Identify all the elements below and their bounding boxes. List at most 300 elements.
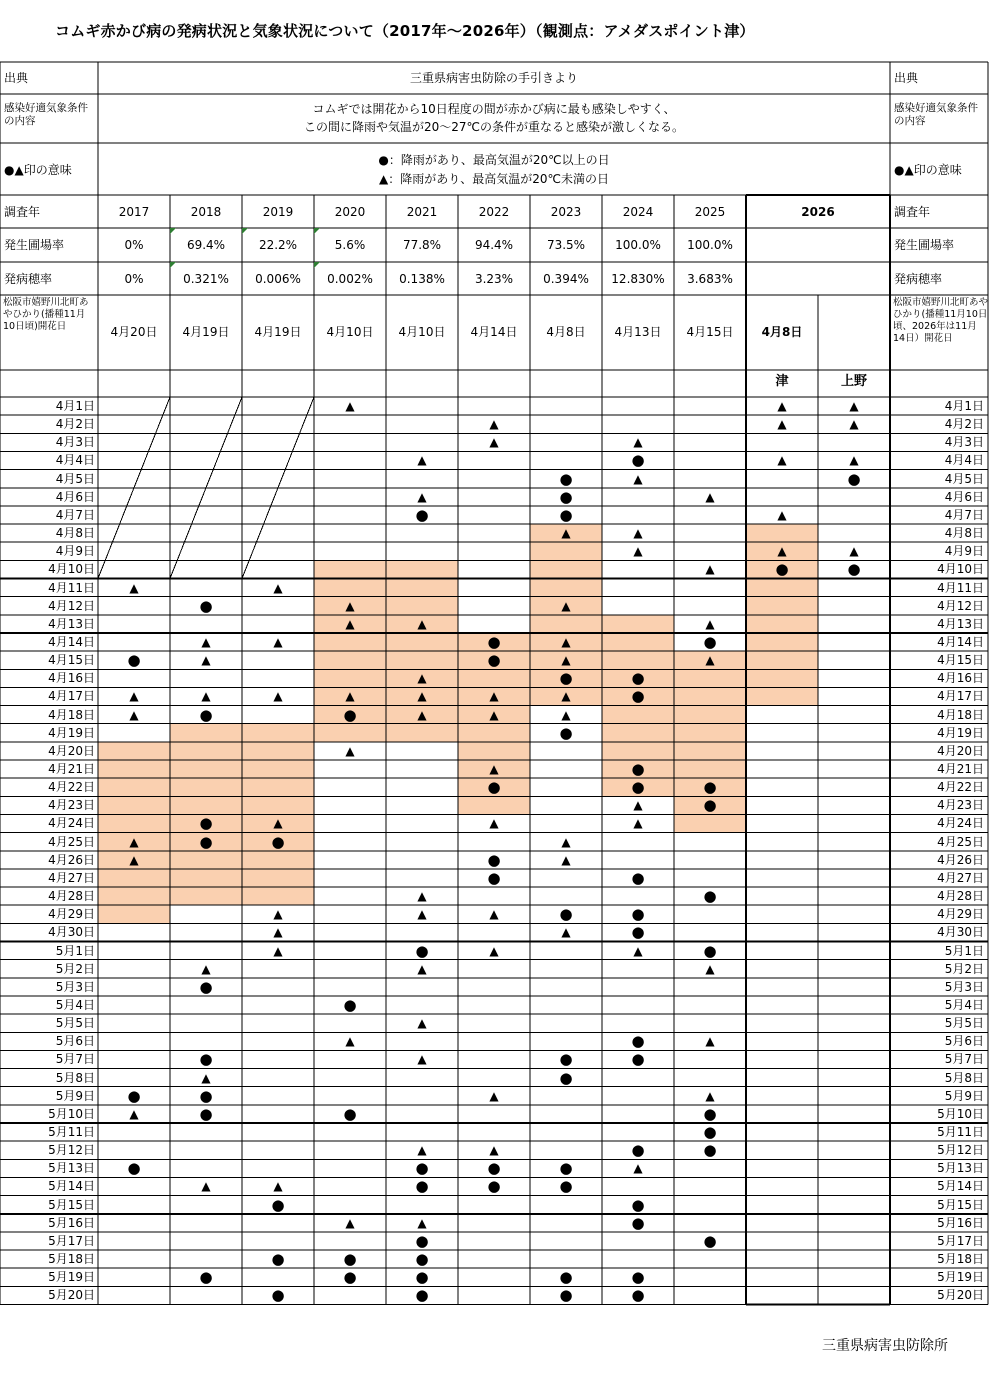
mark-triangle-icon: ▲ — [705, 1034, 715, 1049]
date-left: 4月30日 — [48, 925, 95, 940]
mark-circle-icon: ● — [631, 1213, 645, 1232]
date-right: 4月18日 — [937, 707, 984, 722]
mark-triangle-icon: ▲ — [849, 544, 859, 559]
date-right: 4月6日 — [944, 489, 984, 504]
mark-circle-icon: ● — [199, 832, 213, 851]
mark-circle-icon: ● — [343, 705, 357, 724]
mark-circle-icon: ● — [559, 1177, 573, 1196]
date-right: 5月4日 — [944, 997, 984, 1012]
mark-triangle-icon: ▲ — [561, 707, 571, 722]
date-right: 4月12日 — [937, 598, 984, 613]
condition-text-1: コムギでは開花から10日程度の間が赤かび病に最も感染しやすく、 — [312, 102, 676, 116]
date-left: 4月18日 — [48, 707, 95, 722]
mark-circle-icon: ● — [559, 905, 573, 924]
mark-triangle-icon: ▲ — [129, 834, 139, 849]
mark-triangle-icon: ▲ — [417, 1052, 427, 1067]
date-left: 4月10日 — [48, 562, 95, 577]
mark-triangle-icon: ▲ — [201, 689, 211, 704]
mark-triangle-icon: ▲ — [417, 961, 427, 976]
flower-date-2023: 4月8日 — [546, 325, 586, 339]
date-left: 5月5日 — [55, 1016, 95, 1031]
mark-circle-icon: ● — [415, 941, 429, 960]
mark-circle-icon: ● — [343, 1268, 357, 1287]
mark-triangle-icon: ▲ — [273, 943, 283, 958]
mark-triangle-icon: ▲ — [849, 399, 859, 413]
mark-triangle-icon: ▲ — [345, 689, 355, 704]
mark-circle-icon: ● — [127, 1159, 141, 1178]
mark-triangle-icon: ▲ — [273, 689, 283, 704]
date-left: 5月12日 — [48, 1143, 95, 1158]
mark-triangle-icon: ▲ — [777, 399, 787, 413]
date-left: 5月4日 — [55, 997, 95, 1012]
date-left: 4月29日 — [48, 907, 95, 922]
mark-circle-icon: ● — [559, 1286, 573, 1305]
date-right: 5月9日 — [944, 1088, 984, 1103]
mark-circle-icon: ● — [199, 814, 213, 833]
field-rate-2018: 69.4% — [186, 238, 226, 252]
date-right: 5月1日 — [944, 943, 984, 958]
mark-triangle-icon: ▲ — [777, 507, 787, 522]
date-right: 4月4日 — [944, 453, 984, 468]
mark-circle-icon: ● — [631, 905, 645, 924]
mark-circle-icon: ● — [199, 705, 213, 724]
date-left: 4月21日 — [48, 762, 95, 776]
mark-triangle-icon: ▲ — [633, 816, 643, 831]
mark-circle-icon: ● — [271, 1195, 285, 1214]
ear-rate-label-right: 発病穂率 — [894, 272, 943, 286]
mark-circle-icon: ● — [487, 632, 501, 651]
year-2023: 2023 — [550, 205, 582, 219]
year-2021: 2021 — [406, 205, 438, 219]
condition-text-2: この間に降雨や気温が20～27℃の条件が重なると感染が激しくなる。 — [303, 120, 685, 134]
mark-circle-icon: ● — [631, 1195, 645, 1214]
mark-circle-icon: ● — [703, 1123, 717, 1141]
year-2018: 2018 — [190, 205, 222, 219]
mark-triangle-icon: ▲ — [417, 1016, 427, 1031]
date-left: 4月2日 — [55, 417, 95, 432]
mark-circle-icon: ● — [415, 1231, 429, 1250]
mark-triangle-icon: ▲ — [489, 707, 499, 722]
mark-triangle-icon: ▲ — [489, 762, 499, 776]
mark-circle-icon: ● — [415, 1159, 429, 1178]
date-left: 5月8日 — [55, 1070, 95, 1085]
date-left: 4月16日 — [48, 671, 95, 686]
mark-circle-icon: ● — [703, 778, 717, 797]
mark-triangle-icon: ▲ — [417, 489, 427, 504]
symbol-text-1: ●：降雨があり、最高気温が20℃以上の日 — [378, 153, 610, 167]
mark-circle-icon: ● — [343, 1250, 357, 1269]
mark-circle-icon: ● — [415, 1286, 429, 1305]
mark-triangle-icon: ▲ — [201, 961, 211, 976]
mark-circle-icon: ● — [559, 1050, 573, 1069]
mark-triangle-icon: ▲ — [561, 634, 571, 649]
field-rate-2019: 22.2% — [258, 238, 298, 252]
date-left: 4月9日 — [55, 544, 95, 559]
mark-triangle-icon: ▲ — [489, 417, 499, 432]
mark-circle-icon: ● — [775, 560, 789, 579]
date-left: 5月7日 — [55, 1052, 95, 1067]
mark-triangle-icon: ▲ — [561, 653, 571, 668]
date-left: 4月12日 — [48, 598, 95, 613]
date-right: 4月19日 — [937, 725, 984, 740]
mark-circle-icon: ● — [199, 977, 213, 996]
date-right: 4月9日 — [944, 544, 984, 559]
mark-triangle-icon: ▲ — [705, 616, 715, 631]
mark-triangle-icon: ▲ — [345, 1034, 355, 1049]
mark-triangle-icon: ▲ — [705, 653, 715, 668]
date-left: 4月27日 — [48, 870, 95, 885]
flower-date-2021: 4月10日 — [398, 325, 446, 339]
mark-triangle-icon: ▲ — [273, 907, 283, 922]
date-left: 4月23日 — [48, 798, 95, 813]
date-right: 5月7日 — [944, 1052, 984, 1067]
mark-triangle-icon: ▲ — [705, 1088, 715, 1103]
comment-flag-icon — [170, 228, 176, 234]
ear-rate-2017: 0% — [124, 272, 144, 286]
mark-triangle-icon: ▲ — [633, 798, 643, 813]
mark-circle-icon: ● — [271, 832, 285, 851]
mark-circle-icon: ● — [559, 505, 573, 524]
mark-circle-icon: ● — [487, 868, 501, 887]
symbol-text-2: ▲：降雨があり、最高気温が20℃未満の日 — [379, 172, 609, 186]
date-right: 5月16日 — [937, 1215, 984, 1230]
year-2020: 2020 — [334, 205, 366, 219]
flower-date-2025: 4月15日 — [686, 325, 734, 339]
year-2022: 2022 — [478, 205, 510, 219]
mark-triangle-icon: ▲ — [561, 925, 571, 940]
date-left: 5月13日 — [48, 1161, 95, 1176]
date-left: 4月4日 — [55, 453, 95, 468]
mark-triangle-icon: ▲ — [489, 816, 499, 831]
date-right: 5月15日 — [937, 1197, 984, 1212]
date-right: 4月10日 — [937, 562, 984, 577]
mark-triangle-icon: ▲ — [633, 435, 643, 450]
mark-triangle-icon: ▲ — [345, 598, 355, 613]
date-left: 5月15日 — [48, 1197, 95, 1212]
mark-circle-icon: ● — [415, 1268, 429, 1287]
flower-date-2024: 4月13日 — [614, 325, 662, 339]
year-label-right: 調査年 — [894, 205, 931, 219]
mark-circle-icon: ● — [703, 1231, 717, 1250]
mark-triangle-icon: ▲ — [633, 471, 643, 486]
date-right: 4月17日 — [937, 689, 984, 704]
date-left: 5月16日 — [48, 1215, 95, 1230]
mark-triangle-icon: ▲ — [777, 453, 787, 468]
mark-circle-icon: ● — [631, 669, 645, 688]
mark-triangle-icon: ▲ — [417, 689, 427, 704]
date-left: 4月3日 — [55, 435, 95, 450]
mark-circle-icon: ● — [631, 1141, 645, 1160]
mark-triangle-icon: ▲ — [633, 544, 643, 559]
date-left: 5月3日 — [55, 979, 95, 994]
ear-rate-2019: 0.006% — [255, 272, 301, 286]
date-right: 5月11日 — [937, 1125, 984, 1139]
mark-triangle-icon: ▲ — [705, 489, 715, 504]
mark-circle-icon: ● — [631, 923, 645, 942]
mark-triangle-icon: ▲ — [273, 925, 283, 940]
date-right: 5月6日 — [944, 1034, 984, 1049]
date-right: 4月30日 — [937, 925, 984, 940]
date-left: 4月19日 — [48, 725, 95, 740]
footer-text: 三重県病害虫防除所 — [822, 1338, 948, 1354]
date-left: 4月14日 — [48, 634, 95, 649]
mark-triangle-icon: ▲ — [201, 1070, 211, 1085]
mark-circle-icon: ● — [199, 1104, 213, 1123]
date-right: 4月2日 — [944, 417, 984, 432]
mark-circle-icon: ● — [631, 778, 645, 797]
mark-circle-icon: ● — [415, 1250, 429, 1269]
date-right: 4月25日 — [937, 834, 984, 849]
mark-circle-icon: ● — [199, 596, 213, 615]
comment-flag-icon — [242, 228, 248, 234]
mark-triangle-icon: ▲ — [561, 852, 571, 867]
date-right: 4月15日 — [937, 653, 984, 668]
mark-triangle-icon: ▲ — [201, 1179, 211, 1194]
date-right: 5月17日 — [937, 1233, 984, 1248]
date-left: 4月15日 — [48, 653, 95, 668]
mark-triangle-icon: ▲ — [129, 580, 139, 595]
mark-circle-icon: ● — [199, 1268, 213, 1287]
mark-circle-icon: ● — [559, 723, 573, 742]
date-right: 4月22日 — [937, 780, 984, 795]
mark-triangle-icon: ▲ — [417, 453, 427, 468]
ear-rate-2022: 3.23% — [474, 272, 514, 286]
field-rate-2023: 73.5% — [546, 238, 586, 252]
date-left: 4月7日 — [55, 507, 95, 522]
date-right: 4月13日 — [937, 616, 984, 631]
condition-label-left: 感染好適気象条件の内容 — [4, 102, 88, 127]
flower-date-2017: 4月20日 — [110, 325, 158, 339]
year-2019: 2019 — [262, 205, 294, 219]
mark-triangle-icon: ▲ — [633, 943, 643, 958]
flower-label-left: 松阪市嬉野川北町あやひかり(播種11月10日頃)開花日 — [3, 297, 89, 332]
mark-triangle-icon: ▲ — [561, 834, 571, 849]
ear-rate-label-left: 発病穂率 — [4, 272, 53, 286]
date-left: 5月9日 — [55, 1088, 95, 1103]
comment-flag-icon — [170, 262, 176, 268]
date-left: 4月17日 — [48, 689, 95, 704]
mark-circle-icon: ● — [559, 469, 573, 488]
field-rate-2017: 0% — [124, 238, 144, 252]
date-right: 5月3日 — [944, 979, 984, 994]
mark-triangle-icon: ▲ — [345, 743, 355, 758]
mark-circle-icon: ● — [271, 1250, 285, 1269]
date-right: 5月8日 — [944, 1070, 984, 1085]
mark-circle-icon: ● — [631, 760, 645, 778]
condition-label-right: 感染好適気象条件の内容 — [894, 102, 978, 127]
mark-triangle-icon: ▲ — [273, 816, 283, 831]
ear-rate-2025: 3.683% — [687, 272, 733, 286]
field-rate-2020: 5.6% — [334, 238, 366, 252]
date-right: 4月8日 — [944, 526, 984, 541]
date-left: 5月19日 — [48, 1270, 95, 1285]
date-right: 4月5日 — [944, 471, 984, 486]
year-label-left: 調査年 — [4, 205, 41, 219]
mark-circle-icon: ● — [703, 887, 717, 906]
mark-triangle-icon: ▲ — [849, 453, 859, 468]
mark-circle-icon: ● — [487, 778, 501, 797]
date-right: 4月14日 — [937, 634, 984, 649]
mark-triangle-icon: ▲ — [345, 1215, 355, 1230]
year-2017: 2017 — [118, 205, 150, 219]
flower-label-right: 松阪市嬉野川北町あやひかり(播種11月10日頃、2026年は11月14日）開花日 — [893, 297, 989, 344]
sub-header-tsu: 津 — [775, 374, 789, 389]
source-text: 三重県病害虫防除の手引きより — [409, 71, 578, 85]
mark-triangle-icon: ▲ — [345, 399, 355, 413]
mark-circle-icon: ● — [343, 995, 357, 1014]
mark-triangle-icon: ▲ — [633, 1161, 643, 1176]
comment-flag-icon — [314, 228, 320, 234]
mark-circle-icon: ● — [631, 1032, 645, 1051]
date-left: 4月28日 — [48, 889, 95, 904]
date-left: 5月6日 — [55, 1034, 95, 1049]
mark-triangle-icon: ▲ — [705, 562, 715, 577]
mark-circle-icon: ● — [199, 1086, 213, 1105]
date-right: 5月18日 — [937, 1252, 984, 1267]
mark-circle-icon: ● — [415, 1177, 429, 1196]
date-right: 4月27日 — [937, 870, 984, 885]
date-right: 5月10日 — [937, 1106, 984, 1121]
mark-circle-icon: ● — [847, 469, 861, 488]
field-rate-2025: 100.0% — [687, 238, 733, 252]
field-rate-2021: 77.8% — [402, 238, 442, 252]
mark-triangle-icon: ▲ — [273, 580, 283, 595]
mark-triangle-icon: ▲ — [273, 1179, 283, 1194]
date-right: 5月19日 — [937, 1270, 984, 1285]
mark-triangle-icon: ▲ — [489, 1088, 499, 1103]
mark-circle-icon: ● — [703, 632, 717, 651]
mark-triangle-icon: ▲ — [489, 689, 499, 704]
date-left: 4月20日 — [48, 743, 95, 758]
mark-circle-icon: ● — [127, 1086, 141, 1105]
mark-triangle-icon: ▲ — [201, 653, 211, 668]
mark-circle-icon: ● — [343, 1104, 357, 1123]
mark-triangle-icon: ▲ — [417, 616, 427, 631]
sub-header-ueno: 上野 — [840, 374, 867, 389]
field-rate-2022: 94.4% — [474, 238, 514, 252]
mark-circle-icon: ● — [487, 651, 501, 670]
ear-rate-2021: 0.138% — [399, 272, 445, 286]
date-left: 4月25日 — [48, 834, 95, 849]
mark-circle-icon: ● — [559, 487, 573, 506]
mark-triangle-icon: ▲ — [777, 544, 787, 559]
mark-circle-icon: ● — [631, 1050, 645, 1069]
date-right: 4月1日 — [944, 399, 984, 413]
date-right: 4月16日 — [937, 671, 984, 686]
date-right: 5月14日 — [937, 1179, 984, 1194]
date-left: 5月1日 — [55, 943, 95, 958]
mark-circle-icon: ● — [559, 1159, 573, 1178]
mark-triangle-icon: ▲ — [489, 943, 499, 958]
date-left: 4月6日 — [55, 489, 95, 504]
date-left: 4月1日 — [55, 399, 95, 413]
date-right: 5月5日 — [944, 1016, 984, 1031]
mark-triangle-icon: ▲ — [417, 671, 427, 686]
mark-triangle-icon: ▲ — [129, 852, 139, 867]
mark-triangle-icon: ▲ — [417, 707, 427, 722]
mark-triangle-icon: ▲ — [849, 417, 859, 432]
date-left: 4月8日 — [55, 526, 95, 541]
date-left: 4月5日 — [55, 471, 95, 486]
mark-triangle-icon: ▲ — [489, 435, 499, 450]
date-left: 5月18日 — [48, 1252, 95, 1267]
mark-triangle-icon: ▲ — [129, 689, 139, 704]
mark-triangle-icon: ▲ — [777, 417, 787, 432]
date-left: 4月22日 — [48, 780, 95, 795]
field-rate-label-left: 発生圃場率 — [4, 238, 65, 252]
mark-triangle-icon: ▲ — [417, 1143, 427, 1158]
mark-triangle-icon: ▲ — [489, 907, 499, 922]
source-label-left: 出典 — [4, 71, 29, 85]
mark-circle-icon: ● — [631, 451, 645, 470]
mark-circle-icon: ● — [559, 1068, 573, 1087]
mark-circle-icon: ● — [487, 850, 501, 869]
mark-circle-icon: ● — [631, 868, 645, 887]
mark-triangle-icon: ▲ — [201, 634, 211, 649]
date-left: 5月10日 — [48, 1106, 95, 1121]
ear-rate-2023: 0.394% — [543, 272, 589, 286]
mark-circle-icon: ● — [271, 1286, 285, 1305]
mark-circle-icon: ● — [127, 651, 141, 670]
mark-triangle-icon: ▲ — [417, 1215, 427, 1230]
date-right: 4月24日 — [937, 816, 984, 831]
date-left: 5月14日 — [48, 1179, 95, 1194]
mark-triangle-icon: ▲ — [345, 616, 355, 631]
date-right: 4月11日 — [937, 580, 984, 595]
date-right: 5月13日 — [937, 1161, 984, 1176]
date-right: 5月2日 — [944, 961, 984, 976]
mark-circle-icon: ● — [559, 1268, 573, 1287]
mark-triangle-icon: ▲ — [129, 1106, 139, 1121]
mark-circle-icon: ● — [631, 1268, 645, 1287]
date-left: 5月2日 — [55, 961, 95, 976]
mark-circle-icon: ● — [631, 1286, 645, 1305]
mark-triangle-icon: ▲ — [273, 634, 283, 649]
mark-circle-icon: ● — [487, 1177, 501, 1196]
mark-triangle-icon: ▲ — [561, 598, 571, 613]
flower-date-2022: 4月14日 — [470, 325, 518, 339]
mark-triangle-icon: ▲ — [417, 889, 427, 904]
mark-circle-icon: ● — [703, 1141, 717, 1160]
mark-circle-icon: ● — [415, 505, 429, 524]
flower-date-2018: 4月19日 — [182, 325, 230, 339]
year-2026: 2026 — [801, 205, 835, 219]
mark-circle-icon: ● — [199, 1050, 213, 1069]
mark-circle-icon: ● — [847, 560, 861, 579]
date-right: 5月20日 — [937, 1288, 984, 1303]
flower-date-2020: 4月10日 — [326, 325, 374, 339]
flower-date-2019: 4月19日 — [254, 325, 302, 339]
date-left: 4月11日 — [48, 580, 95, 595]
date-right: 4月28日 — [937, 889, 984, 904]
field-rate-label-right: 発生圃場率 — [894, 238, 955, 252]
date-left: 5月11日 — [48, 1125, 95, 1139]
date-right: 4月23日 — [937, 798, 984, 813]
source-label-right: 出典 — [894, 71, 919, 85]
symbol-label-right: ●▲印の意味 — [894, 163, 962, 177]
page-title: コムギ赤かび病の発病状況と気象状況について（2017年～2026年）（観測点：アメダスポイント津） — [55, 22, 755, 40]
field-rate-2024: 100.0% — [615, 238, 661, 252]
date-left: 4月26日 — [48, 852, 95, 867]
date-left: 5月20日 — [48, 1288, 95, 1303]
date-right: 4月26日 — [937, 852, 984, 867]
mark-triangle-icon: ▲ — [561, 689, 571, 704]
mark-circle-icon: ● — [703, 941, 717, 960]
symbol-label-left: ●▲印の意味 — [4, 163, 72, 177]
mark-triangle-icon: ▲ — [561, 526, 571, 541]
date-right: 4月3日 — [944, 435, 984, 450]
mark-circle-icon: ● — [487, 1159, 501, 1178]
